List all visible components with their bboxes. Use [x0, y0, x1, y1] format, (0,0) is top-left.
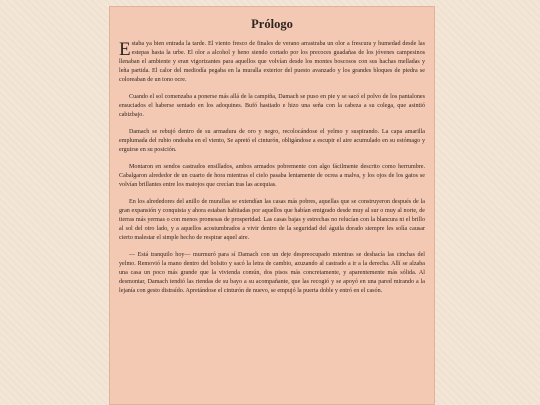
document-page: [109, 6, 435, 405]
paragraph-2: Cuando el sol comenzaba a ponerse más allá de la campiña, Damach se puso en pie y se sacó el polvo de los pantalones ensuciados el haberse sentado en los adoquines. Bufó hastiado e hizo una seña con la cabeza a su colega, que asintió cabizbajo.: [119, 94, 425, 118]
paragraph-6: — Está tranquilo hoy— murmuró para sí Damach con un deje despreocupado mientras se deshacía las cinchas del yelmo. Removió la mano dentro del bolsito y sacó la letra de cambio, azuzando al castrado a ir a la derecha. Allí se alzaba una casa un poco más grande que la vivienda común, dos pisos más concretamente, y aparentemente más sólida. Al desmontar, Damach tendió las riendas de su bayo a su acompañante, que las recogió y se apoyó en una pared mirando a la lejanía con gesto distraído. Apretándose el cinturón de nuevo, se empujó la puerta doble y entró en el casón.: [119, 252, 425, 294]
paragraph-1-text: staba ya bien entrada la tarde. El viento fresco de finales de verano arrastraba un olor a frescura y humedad desde las estepas hasta la urbe. El olor a alcohol y heno siendo cortado por los precoces guadañas de los jóvenes campesinos llenaban el ambiente y eran vigorizantes para aquellos que volvían desde los montes boscosos con sus hachas melladas y leña partida. El calor del mediodía pegaba en la muralla exterior del puesto avanzado y los grandes bloques de piedra se coloreaban de un tono ocre.: [119, 41, 425, 83]
drop-cap: E: [119, 39, 131, 60]
paragraph-3: Damach se rebujó dentro de su armadura de oro y negro, recolocándose el yelmo y suspirando. La capa amarilla emplumada del rubio ondeaba en el viento, Se apretó el cinturón, obligándose a escupir el aire acumulado en su estómago y erguirse en su posición.: [119, 129, 425, 153]
paragraph-1: [119, 40, 425, 85]
paragraph-4: Montaron en sendos castrados ensillados, ambos armados pobremente con algo fácilmente descrito como herrumbre. Cabalgaron alrededor de un cuarto de hora mientras el cielo pasaba lentamente de ocrea a malva, y los ojos de los gatos se volvían brillantes entre los matojos que crecían tras las acequias.: [119, 164, 425, 188]
paragraph-5: En los alrededores del anillo de murallas se extendían las casas más pobres, aquellas que se construyeron después de la gran expansión y conquista y ahora estaban habitadas por aquellos que habían emigrado desde muy al sur o muy al norte, de tierras más yermas o con menos promesas de prosperidad. Las casas bajas y estrechas no relucían con la blancura ni el brillo al sol del otro lado, y a aquellos acostumbrados a vivir dentro de la seguridad del águila dorado siempre les solía causar cierto malestar el simple hecho de respirar aquel aire.: [119, 199, 425, 241]
chapter-title: Prólogo: [251, 17, 293, 31]
